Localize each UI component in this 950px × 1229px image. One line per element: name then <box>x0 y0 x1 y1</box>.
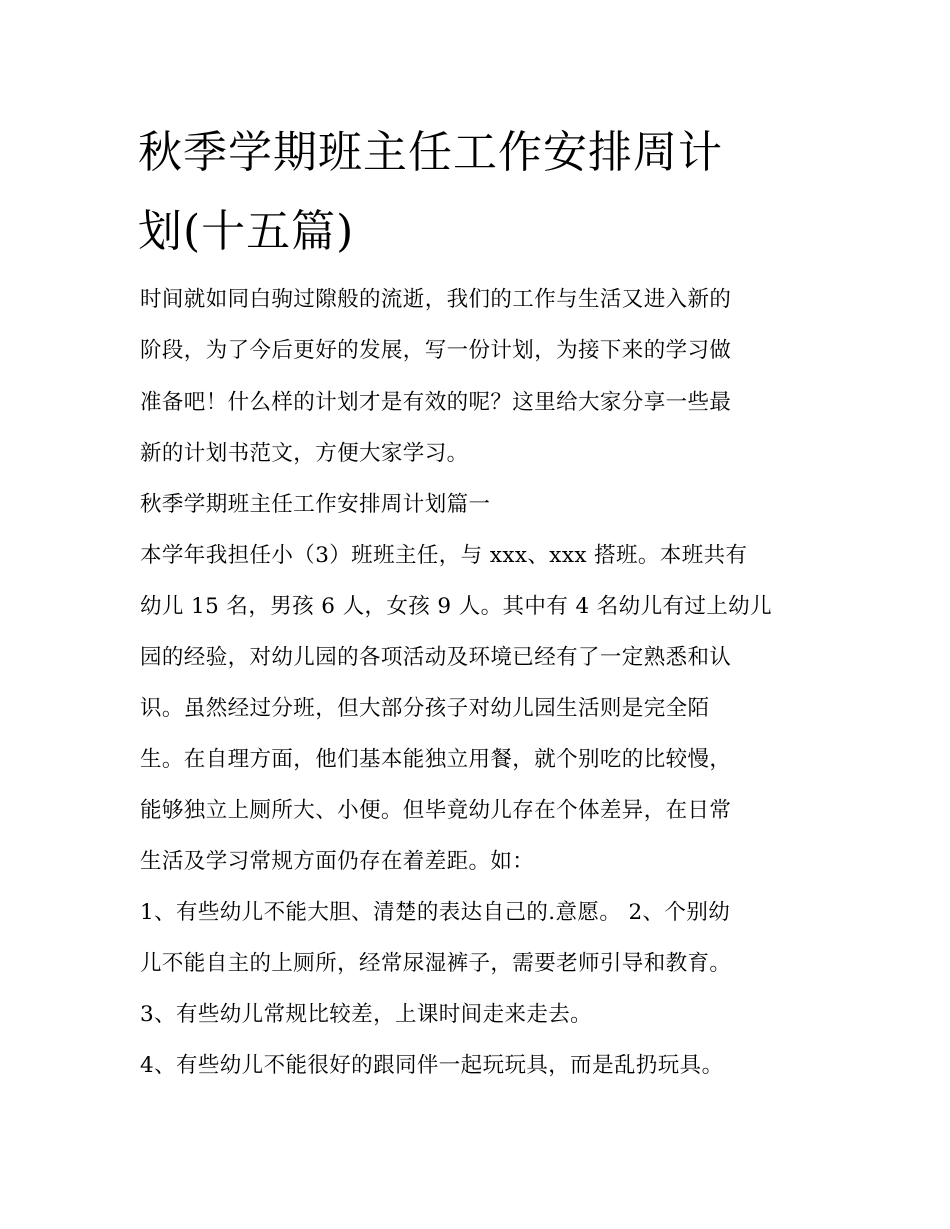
intro-line-4: 新的计划书范文，方便大家学习。 <box>140 441 469 466</box>
section-heading: 秋季学期班主任工作安排周计划篇一 <box>140 492 491 517</box>
body-line-3: 园的经验，对幼儿园的各项活动及环境已经有了一定熟悉和认 <box>140 645 732 670</box>
list-line-4: 4、有些幼儿不能很好的跟同伴一起玩玩具，而是乱扔玩具。 <box>140 1053 724 1078</box>
list-line-2: 儿不能自主的上厕所，经常尿湿裤子，需要老师引导和教育。 <box>140 951 732 976</box>
body-line-4: 识。虽然经过分班，但大部分孩子对幼儿园生活则是完全陌 <box>140 696 710 721</box>
intro-line-3: 准备吧！什么样的计划才是有效的呢？这里给大家分享一些最 <box>140 390 732 415</box>
body-line-7: 生活及学习常规方面仍存在着差距。如： <box>140 849 535 874</box>
body-line-5: 生。在自理方面，他们基本能独立用餐，就个别吃的比较慢， <box>140 747 732 772</box>
title-line-1: 秋季学期班主任工作安排周计 <box>138 127 723 178</box>
body-line-2: 幼儿 15 名，男孩 6 人，女孩 9 人。其中有 4 名幼儿有过上幼儿 <box>140 594 772 619</box>
intro-line-2: 阶段，为了今后更好的发展，写一份计划，为接下来的学习做 <box>140 338 732 363</box>
document-title <box>138 113 818 271</box>
body-line-6: 能够独立上厕所大、小便。但毕竟幼儿存在个体差异，在日常 <box>140 798 732 823</box>
body-line-1: 本学年我担任小（3）班班主任，与 xxx、xxx 搭班。本班共有 <box>140 543 748 568</box>
list-line-3: 3、有些幼儿常规比较差，上课时间走来走去。 <box>140 1002 593 1027</box>
list-line-1: 1、有些幼儿不能大胆、清楚的表达自己的.意愿。 2、个别幼 <box>140 900 731 925</box>
intro-line-1: 时间就如同白驹过隙般的流逝，我们的工作与生活又进入新的 <box>140 287 732 312</box>
title-line-2: 划(十五篇) <box>138 206 355 257</box>
